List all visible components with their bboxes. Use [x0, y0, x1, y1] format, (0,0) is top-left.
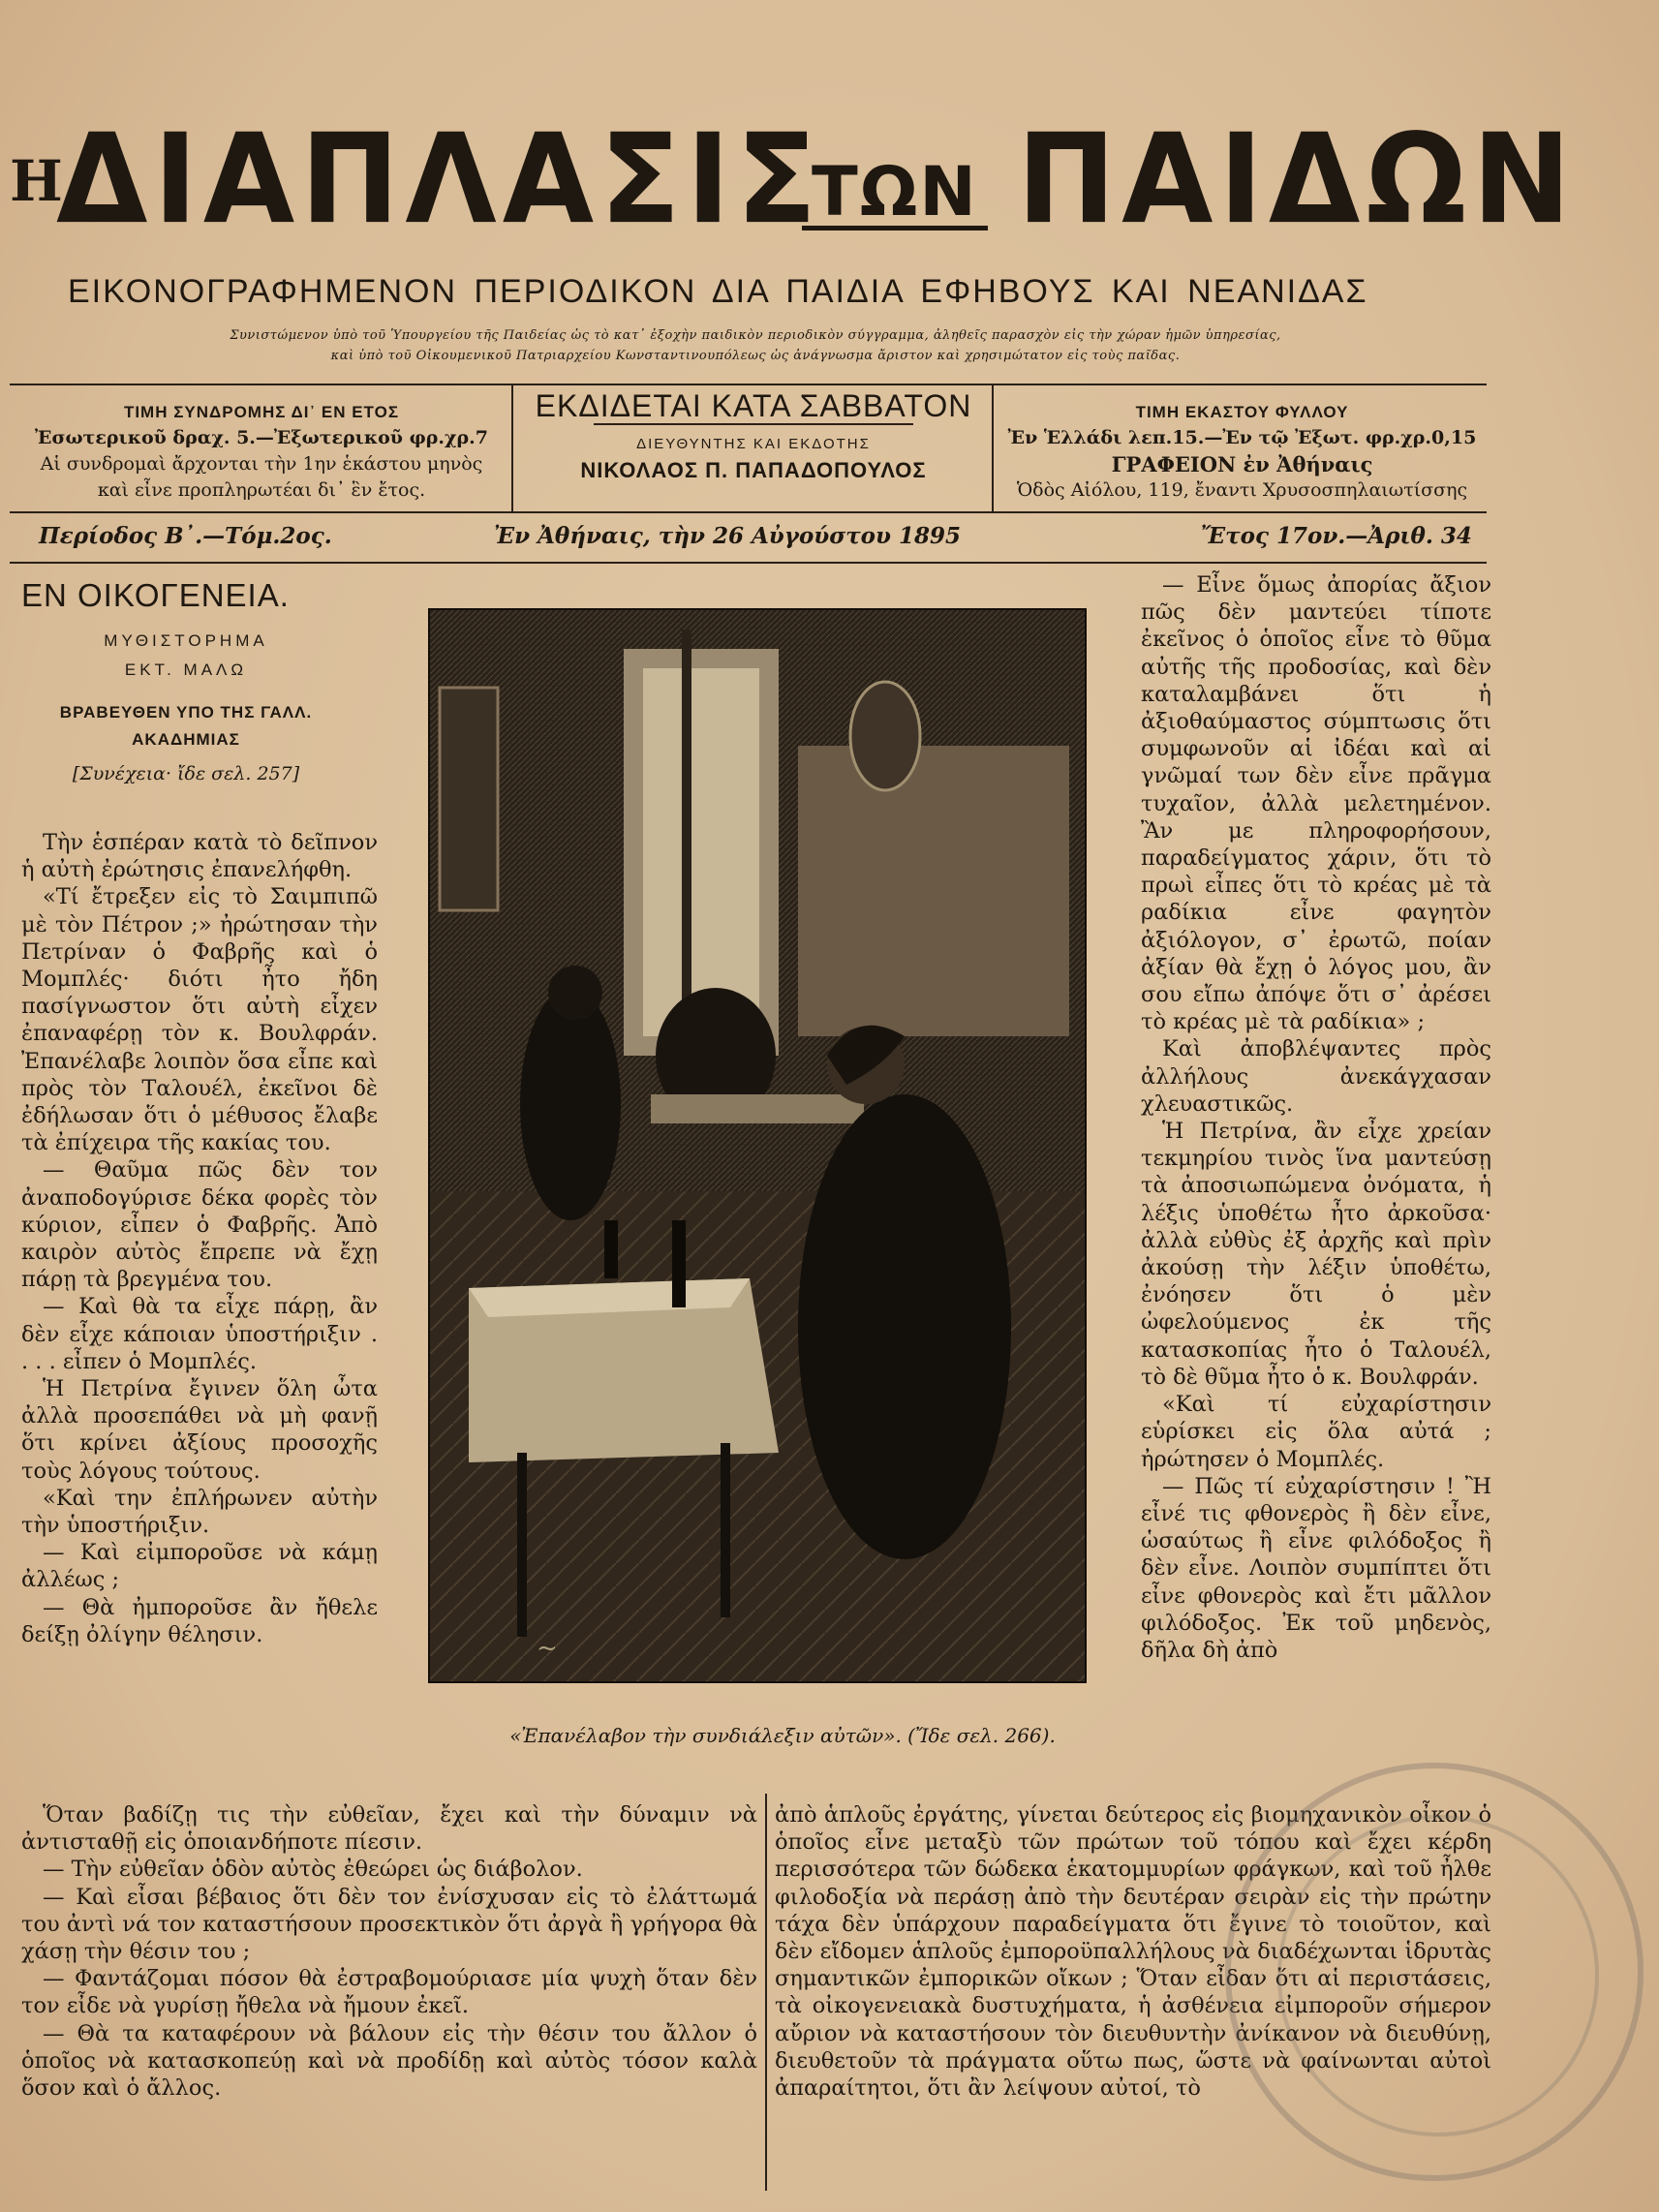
column-rule	[765, 1794, 767, 2191]
price-office: ΓΡΑΦΕΙΟΝ ἐν Ἀθήναις	[1111, 452, 1373, 476]
rule-top	[10, 384, 1487, 385]
dinner-scene-engraving-icon	[430, 610, 1085, 1681]
issue-year-number: Ἔτος 17ον.—Ἀριθ. 34	[1201, 523, 1472, 549]
rule-divider-left	[511, 384, 513, 511]
paragraph: «Καὶ τί εὐχαρίστησιν εὑρίσκει εἰς ὅλα αὐτά ; ἠρώτησεν ὁ Μομπλές.	[1141, 1392, 1491, 1472]
subscription-box	[19, 399, 504, 504]
paragraph: — Θαῦμα πῶς δὲν τον ἀναποδογύρισε δέκα φορὲς τὸν κύριον, εἶπεν ὁ Φαβρῆς. Ἀπὸ καιρὸν αὐτὸς ἔπρεπε νὰ ἔχῃ πάρῃ τὰ βρεγμένα του.	[21, 1157, 378, 1293]
paragraph: — Καὶ εἰμποροῦσε νὰ κάμῃ ἀλλέως ;	[21, 1540, 378, 1593]
right-column	[1141, 571, 1491, 1664]
paragraph: — Καὶ εἶσαι βέβαιος ὅτι δὲν τον ἐνίσχυσαν εἰς τὸ ἐλάττωμά του ἀντὶ νά τον καταστήσουν προσεκτικὸν ὅτι ἀργὰ ἢ γρήγορα θὰ χάσῃ τὴν θέσιν του ;	[21, 1884, 757, 1965]
svg-text:~: ~	[537, 1634, 558, 1663]
paragraph: ἀπὸ ἁπλοῦς ἐργάτης, γίνεται δεύτερος εἰς βιομηχανικὸν οἶκον ὁ ὁποῖος εἶνε μεταξὺ τῶν πρώτων τοῦ τόπου καὶ ἔχει κέρδη περισσότερα τῶν δώδεκα ἑκατομμυρίων φράγκων, καὶ τοῦ ἦλθε φιλοδοξία νὰ περάσῃ ἀπὸ τὴν δευτέραν σειρὰν εἰς τὴν πρώτην τάχα δὲν ὑπάρχουν παραδείγματα ὅτι ἔγινε τὸ τοιοῦτον, καὶ δὲν εἴδομεν ἁπλοῦς ἐμποροϋπαλλήλους νὰ διαδέχωνται ἱδρυτὰς σημαντικῶν ἐμπορικῶν οἴκων ; Ὅταν εἶδαν ὅτι αἱ περιστάσεις, τὰ οἰκογενειακὰ δυστυχήματα, ἡ ἀσθένεια εἰμποροῦν σήμερον αὔριον νὰ καταστήσουν τὸν διευθυντὴν ἀνίκανον νὰ διευθύνῃ, διευθετοῦν τὰ πράγματα οὕτω πως, ὥστε νὰ φαίνωνται αὐτοὶ ἀπαραίτητοι, ὅτι ἂν λείψουν αὐτοί, τὸ	[775, 1802, 1491, 2102]
subscription-heading: ΤΙΜΗ ΣΥΝΔΡΟΜΗΣ ΔΙ᾽ ΕΝ ΕΤΟΣ	[123, 403, 400, 421]
issue-period: Περίοδος Β᾽.—Τόμ.2ος.	[39, 523, 332, 549]
paragraph: Ἡ Πετρίνα, ἂν εἶχε χρείαν τεκμηρίου τινὸς ἵνα μαντεύσῃ τὰ ἀποσιωπώμενα ὀνόματα, ἡ λέξις ὑποθέτω ἦτο ἀρκοῦσα· ἀλλὰ εὐθὺς ἐξ ἀρχῆς καὶ πρὶν ἀκούσῃ τὴν λέξιν ὑποθέτω, ἐνόησεν ὅτι ὁ μὲν ὠφελούμενος ἐκ τῆς κατασκοπίας ἦτο ὁ Ταλουέλ, τὸ δὲ θῦμα ἦτο ὁ κ. Βουλφράν.	[1141, 1119, 1491, 1390]
subscription-line: καὶ εἶνε προπληρωτέαι δι᾽ ἓν ἔτος.	[97, 479, 426, 501]
paragraph: — Πῶς τί εὐχαρίστησιν ! Ἢ εἶνέ τις φθονερὸς ἢ δὲν εἶνε, ὡσαύτως ἢ εἶνε φιλόδοξος ἢ δὲν εἶνε. Λοιπὸν συμπίπτει ὅτι εἶνε φθονερὸς καὶ ἔτι μᾶλλον φιλόδοξος. Ἐκ τοῦ μηδενὸς, δῆλα δὴ ἀπὸ	[1141, 1473, 1491, 1663]
publication-editor: ΝΙΚΟΛΑΟΣ Π. ΠΑΠΑΔΟΠΟΥΛΟΣ	[580, 458, 927, 482]
price-line: Ἐν Ἑλλάδι λεπ.15.—Ἐν τῷ Ἐξωτ. φρ.χρ.0,15	[1007, 427, 1477, 448]
rule-divider-right	[992, 384, 994, 511]
publication-role: ΔΙΕΥΘΥΝΤΗΣ ΚΑΙ ΕΚΔΟΤΗΣ	[636, 436, 871, 452]
bottom-left-column	[21, 1801, 757, 2102]
story-continued: [Συνέχεια· ἴδε σελ. 257]	[72, 763, 300, 784]
recommendation-line: Συνιστώμενον ὑπὸ τοῦ Ὑπουργείου τῆς Παιδείας ὡς τὸ κατ᾽ ἐξοχὴν παιδικὸν περιοδικὸν σύγγραμμα, ἀληθεῖς παρασχὸν εἰς τὴν χώραν ἡμῶν ὑπηρεσίας,	[230, 328, 1281, 343]
divider-line	[594, 423, 913, 425]
stamp-inner-ring	[1277, 1815, 1599, 2136]
subscription-line: Αἱ συνδρομαὶ ἄρχονται τὴν 1ην ἑκάστου μηνὸς	[40, 453, 483, 475]
story-author: ΕΚΤ. ΜΑΛΩ	[124, 661, 248, 679]
paragraph: — Εἶνε ὅμως ἀπορίας ἄξιον πῶς δὲν μαντεύει τίποτε ἐκεῖνος ὁ ὁποῖος εἶνε τὸ θῦμα αὐτῆς τῆς προδοσίας, καὶ δὲν καταλαμβάνει ὅτι ἡ ἀξιοθαύμαστος σύμπτωσις ὅτι συμφωνοῦν αἱ ἰδέαι καὶ αἱ γνῶμαί των δὲν εἶνε πρᾶγμα τυχαῖον, ἀλλὰ μελετημένον. Ἂν με πληροφορήσουν, παραδείγματος χάριν, ὅτι τὸ πρωὶ εἶπες ὅτι τὸ κρέας μὲ τὰ ραδίκια εἶνε φαγητὸν ἀξιόλογον, σ᾽ ἐρωτῶ, ποίαν ἀξίαν θὰ ἔχῃ ὁ λόγος μου, ἂν σου εἴπω ἀπόψε ὅτι σ᾽ ἀρέσει τὸ κρέας μὲ τὰ ραδίκια» ;	[1141, 572, 1491, 1035]
recommendation-line: καὶ ὑπὸ τοῦ Οἰκουμενικοῦ Πατριαρχείου Κωνσταντινουπόλεως ὡς ἀνάγνωσμα ἄριστον καὶ χρησιμώτατον εἰς τοὺς παῖδας.	[330, 349, 1181, 363]
paragraph: Τὴν ἑσπέραν κατὰ τὸ δεῖπνον ἡ αὐτὴ ἐρώτησις ἐπανελήφθη.	[21, 830, 378, 883]
masthead-title-main: ΔΙΑΠΛΑΣΙΣ	[56, 107, 823, 252]
paragraph: — Τὴν εὐθεῖαν ὁδὸν αὐτὸς ἐθεώρει ὡς διάβολον.	[43, 1857, 583, 1883]
masthead-title-of: ΤΩΝ	[802, 158, 988, 230]
story-award: ΑΚΑΔΗΜΙΑΣ	[132, 730, 240, 749]
paragraph: «Καὶ την ἐπλήρωνεν αὐτὴν τὴν ὑποστήριξιν.	[21, 1485, 378, 1539]
paragraph: — Θὰ τα καταφέρουν νὰ βάλουν εἰς τὴν θέσιν του ἄλλον ὁ ὁποῖος νὰ κατασκοπεύῃ καὶ νὰ προδίδῃ καὶ αὐτὸς τόσον καλὰ ὅσον καὶ ὁ ἄλλος.	[21, 2020, 757, 2102]
paragraph: — Φαντάζομαι πόσον θὰ ἐστραβομούριασε μία ψυχὴ ὅταν δὲν τον εἶδε νὰ γυρίσῃ ἤθελα νὰ ἤμουν ἐκεῖ.	[21, 1966, 757, 2019]
rule-bottom	[10, 562, 1487, 564]
issue-date: Ἐν Ἀθήναις, τὴν 26 Αὐγούστου 1895	[494, 523, 962, 549]
paragraph: Ἡ Πετρίνα ἔγινεν ὅλη ὦτα ἀλλὰ προσεπάθει νὰ μὴ φανῇ ὅτι κρίνει ἀξίους προσοχῆς τοὺς λόγους τούτους.	[21, 1376, 378, 1484]
paragraph: Ὅταν βαδίζῃ τις τὴν εὐθεῖαν, ἔχει καὶ τὴν δύναμιν νὰ ἀντισταθῇ εἰς ὁποιανδήποτε πίεσιν.	[21, 1802, 757, 1856]
masthead-article: Η	[10, 148, 64, 214]
paragraph: Καὶ ἀποβλέψαντες πρὸς ἀλλήλους ἀνεκάγχασαν χλευαστικῶς.	[1141, 1036, 1491, 1117]
story-genre: ΜΥΘΙΣΤΟΡΗΜΑ	[104, 631, 268, 650]
masthead	[10, 107, 1578, 266]
subscription-line: Ἐσωτερικοῦ δραχ. 5.—Ἐξωτερικοῦ φρ.χρ.7	[35, 427, 488, 448]
left-column	[21, 829, 378, 1648]
story-title: ΕΝ ΟΙΚΟΓΕΝΕΙΑ.	[21, 577, 290, 613]
paragraph: «Τί ἔτρεξεν εἰς τὸ Σαιμπιπῶ μὲ τὸν Πέτρον ;» ἠρώτησαν τὴν Πετρίναν ὁ Φαβρῆς καὶ ὁ Μομπλές· διότι ἦτο ἤδη πασίγνωστον ὅτι αὐτὴ εἶχεν ἐπαναφέρῃ τὸν κ. Βουλφράν. Ἐπανέλαβε λοιπὸν ὅσα εἶπε καὶ πρὸς τὸν Ταλουέλ, ἐκεῖνοι δὲ ἐδήλωσαν ὅτι ὁ μέθυσος ἔλαβε τὰ ἐπίχειρα τῆς κακίας του.	[21, 884, 378, 1156]
subtitle: ΕΙΚΟΝΟΓΡΑΦΗΜΕΝΟΝ ΠΕΡΙΟΔΙΚΟΝ ΔΙΑ ΠΑΙΔΙΑ ΕΦΗΒΟΥΣ ΚΑΙ ΝΕΑΝΙΔΑΣ	[68, 273, 1368, 310]
illustration-caption: «Ἐπανέλαβον τὴν συνδιάλεξιν αὐτῶν». (Ἴδε σελ. 266).	[509, 1724, 1056, 1747]
masthead-title-end: ΠΑΙΔΩΝ	[1017, 107, 1578, 252]
paragraph: — Θὰ ἠμποροῦσε ἂν ἤθελε δείξῃ ὀλίγην θέλησιν.	[21, 1594, 378, 1647]
archive-stamp-icon	[1225, 1763, 1644, 2181]
rule-middle	[10, 511, 1487, 513]
illustration	[428, 608, 1087, 1683]
price-address: Ὁδὸς Αἰόλου, 119, ἔναντι Χρυσοσπηλαιωτίσσης	[1016, 479, 1468, 501]
story-award: ΒΡΑΒΕΥΘΕΝ ΥΠΟ ΤΗΣ ΓΑΛΛ.	[59, 703, 313, 722]
paragraph: — Καὶ θὰ τα εἶχε πάρῃ, ἂν δὲν εἶχε κάποιαν ὑποστήριξιν . . . . εἶπεν ὁ Μομπλές.	[21, 1294, 378, 1374]
price-box	[998, 399, 1487, 504]
price-heading: ΤΙΜΗ ΕΚΑΣΤΟΥ ΦΥΛΛΟΥ	[1135, 403, 1349, 421]
publication-box	[519, 388, 988, 483]
publication-schedule: ΕΚΔΙΔΕΤΑΙ ΚΑΤΑ ΣΑΒΒΑΤΟΝ	[535, 388, 972, 423]
recommendation	[68, 325, 1443, 366]
